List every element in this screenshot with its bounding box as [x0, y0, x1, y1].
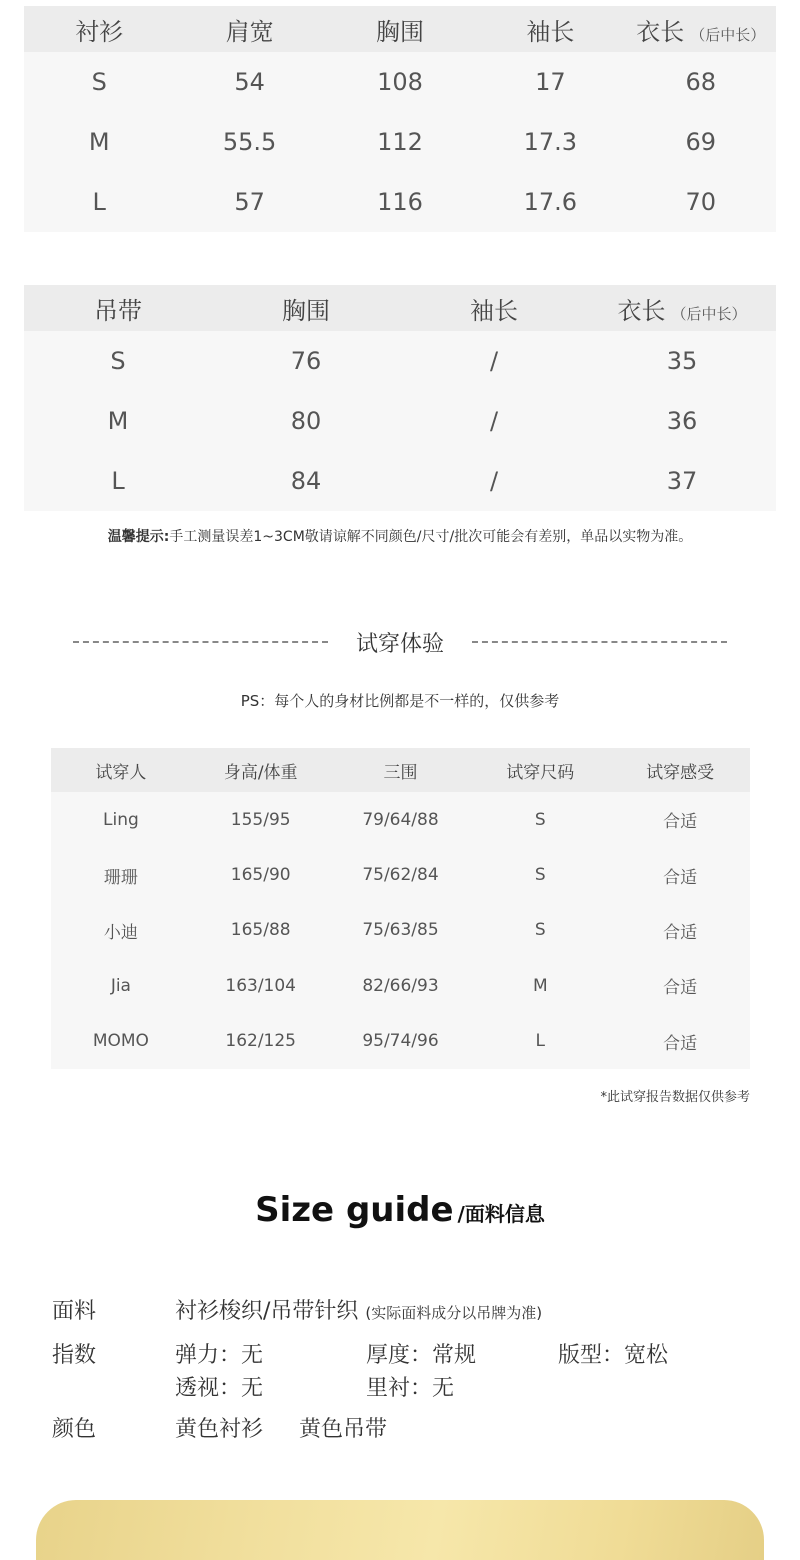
table-cell: 55.5 — [222, 128, 277, 156]
table-cell: 80 — [290, 407, 322, 435]
table-cell: / — [489, 467, 499, 495]
table-cell: L — [111, 467, 125, 495]
trial-section-title: 试穿体验 — [355, 631, 444, 657]
header-cell: 胸围 — [375, 17, 424, 46]
table-cell: 合适 — [663, 867, 698, 888]
table-row — [24, 52, 776, 112]
thickness: 厚度：常规 — [366, 1343, 477, 1368]
header-cell-length — [588, 291, 776, 326]
table-cell: 小迪 — [103, 922, 138, 943]
table-cell: M — [107, 407, 129, 435]
table-cell: MOMO — [92, 1031, 149, 1052]
table-cell: 合适 — [663, 1033, 698, 1054]
header-cell: 吊带 — [94, 296, 142, 325]
length-note: （后中长） — [671, 304, 747, 323]
table-cell: 112 — [377, 128, 423, 156]
length-note: （后中长） — [690, 25, 766, 44]
table-cell: 163/104 — [225, 975, 296, 996]
table-cell: 165/90 — [230, 865, 291, 886]
fabric-text: 衬衫梭织/吊带针织 — [175, 1299, 359, 1324]
table-row — [24, 172, 776, 232]
header-cell: 肩宽 — [225, 17, 274, 46]
table-cell: L — [92, 188, 106, 216]
table-cell: 155/95 — [230, 809, 291, 830]
table-cell: S — [534, 920, 546, 941]
table-cell: 82/66/93 — [362, 975, 439, 996]
table-cell: S — [534, 809, 546, 830]
table-row — [51, 1014, 750, 1069]
size-guide-title — [0, 1190, 800, 1230]
table-cell: 17.6 — [523, 188, 578, 216]
header-cell: 袖长 — [526, 17, 575, 46]
tip-label: 温馨提示: — [107, 529, 170, 545]
table-cell: Ling — [103, 809, 139, 830]
size-guide-title-en: Size guide — [255, 1190, 454, 1230]
table-row — [24, 112, 776, 172]
dashed-divider — [472, 641, 727, 643]
trial-disclaimer: *此试穿报告数据仅供参考 — [600, 1090, 750, 1105]
header-cell: 胸围 — [282, 296, 330, 325]
header-cell: 试穿尺码 — [506, 762, 575, 783]
table-row — [24, 451, 776, 511]
table-cell: 37 — [666, 467, 698, 495]
header-label: 衣长 — [636, 17, 685, 46]
table-cell: 116 — [377, 188, 423, 216]
index-label: 指数 — [52, 1343, 97, 1368]
table-cell: 95/74/96 — [362, 1031, 439, 1052]
table-cell: 69 — [685, 128, 717, 156]
table-cell: 17 — [535, 68, 566, 96]
table-cell: 54 — [234, 68, 265, 96]
table-cell: 76 — [290, 347, 322, 375]
table-cell: 84 — [290, 467, 322, 495]
table-row — [51, 847, 750, 902]
header-cell: 身高/体重 — [223, 762, 298, 783]
color-label: 颜色 — [52, 1417, 97, 1442]
transparency: 透视：无 — [175, 1376, 264, 1401]
shirt-size-table — [24, 6, 776, 232]
table-cell: / — [489, 347, 499, 375]
header-cell-length — [626, 12, 776, 47]
trial-ps-note: PS：每个人的身材比例都是不一样的，仅供参考 — [240, 692, 560, 710]
header-cell: 袖长 — [470, 296, 518, 325]
table-cell: 57 — [234, 188, 265, 216]
product-photo — [36, 1500, 764, 1560]
table-cell: 108 — [377, 68, 423, 96]
table-cell: 合适 — [663, 812, 698, 833]
table-cell: 36 — [666, 407, 698, 435]
table-cell: 70 — [685, 188, 717, 216]
table-cell: 75/63/85 — [362, 920, 439, 941]
table-row — [51, 903, 750, 958]
table-cell: 79/64/88 — [362, 809, 439, 830]
dashed-divider — [73, 641, 328, 643]
table-cell: 合适 — [663, 978, 698, 999]
table-cell: 75/62/84 — [362, 865, 439, 886]
color-option: 黄色吊带 — [299, 1417, 388, 1442]
table-cell: 162/125 — [225, 1031, 296, 1052]
cami-table-header — [24, 285, 776, 331]
trial-section-heading — [0, 620, 800, 664]
header-cell: 衬衫 — [75, 17, 124, 46]
header-label: 衣长 — [617, 296, 666, 325]
elasticity: 弹力：无 — [175, 1343, 264, 1368]
fabric-note: (实际面料成分以吊牌为准) — [365, 1304, 543, 1322]
table-cell: 17.3 — [523, 128, 578, 156]
cami-size-table — [24, 285, 776, 511]
size-guide-title-cn: /面料信息 — [457, 1202, 545, 1226]
table-cell: S — [110, 347, 126, 375]
header-cell: 三围 — [383, 762, 418, 783]
table-cell: M — [532, 975, 548, 996]
table-row — [51, 792, 750, 847]
table-row — [51, 958, 750, 1013]
table-cell: 68 — [685, 68, 717, 96]
table-row — [24, 391, 776, 451]
fabric-value — [175, 1294, 542, 1325]
lining: 里衬：无 — [366, 1376, 455, 1401]
table-cell: Jia — [110, 975, 131, 996]
table-row — [24, 331, 776, 391]
shirt-table-header — [24, 6, 776, 52]
trial-table-header — [51, 748, 750, 792]
tip-text: 手工测量误差1~3CM敬请谅解不同颜色/尺寸/批次可能会有差别，单品以实物为准。 — [169, 529, 693, 545]
fabric-label: 面料 — [52, 1299, 97, 1324]
table-cell: L — [535, 1031, 546, 1052]
fit: 版型：宽松 — [558, 1343, 669, 1368]
color-option: 黄色衬衫 — [175, 1417, 264, 1442]
table-cell: M — [88, 128, 110, 156]
measurement-tip — [0, 526, 800, 546]
table-cell: S — [534, 865, 546, 886]
table-cell: / — [489, 407, 499, 435]
table-cell: 珊珊 — [103, 867, 138, 888]
table-cell: 35 — [666, 347, 698, 375]
table-cell: 165/88 — [230, 920, 291, 941]
header-cell: 试穿感受 — [646, 762, 715, 783]
table-cell: S — [91, 68, 107, 96]
table-cell: 合适 — [663, 922, 698, 943]
trial-table — [51, 748, 750, 1069]
header-cell: 试穿人 — [95, 762, 147, 783]
